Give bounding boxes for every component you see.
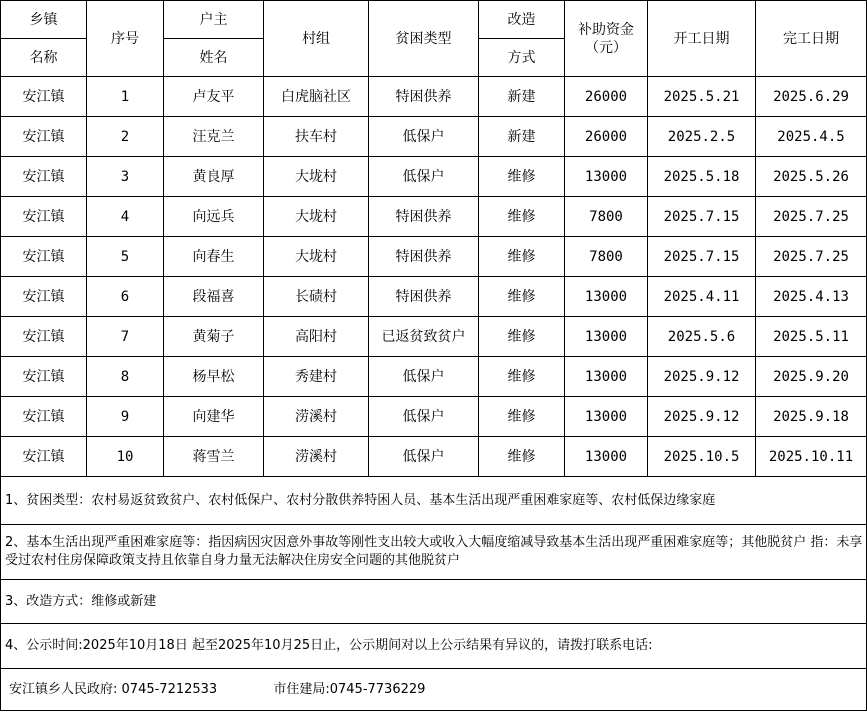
header-start-date: 开工日期	[648, 1, 756, 77]
note-renovation-method: 3、改造方式：维修或新建	[1, 580, 867, 624]
cell-method: 维修	[479, 397, 565, 437]
cell-seq: 9	[87, 397, 164, 437]
cell-town: 安江镇	[1, 197, 87, 237]
header-method-bottom: 方式	[479, 39, 565, 77]
table-row	[1, 437, 867, 477]
cell-method: 维修	[479, 357, 565, 397]
header-seq: 序号	[87, 1, 164, 77]
cell-method: 维修	[479, 237, 565, 277]
header-subsidy-line1: 补助资金	[578, 21, 634, 38]
cell-seq: 6	[87, 277, 164, 317]
cell-name: 向建华	[164, 397, 264, 437]
table-row	[1, 357, 867, 397]
cell-method: 维修	[479, 437, 565, 477]
table-body	[1, 1, 867, 711]
table-row	[1, 397, 867, 437]
header-owner-top: 户主	[164, 1, 264, 39]
contact-gov-phone: 0745-7212533	[121, 681, 218, 697]
cell-town: 安江镇	[1, 357, 87, 397]
header-method-top: 改造	[479, 1, 565, 39]
cell-type: 低保户	[369, 397, 479, 437]
cell-end: 2025.4.13	[756, 277, 867, 317]
cell-end: 2025.9.20	[756, 357, 867, 397]
table-row	[1, 77, 867, 117]
cell-type: 特困供养	[369, 237, 479, 277]
cell-name: 向春生	[164, 237, 264, 277]
cell-type: 低保户	[369, 437, 479, 477]
header-subsidy	[565, 1, 648, 77]
cell-start: 2025.5.21	[648, 77, 756, 117]
cell-end: 2025.10.11	[756, 437, 867, 477]
cell-type: 低保户	[369, 357, 479, 397]
cell-subsidy: 13000	[565, 437, 648, 477]
cell-subsidy: 13000	[565, 317, 648, 357]
cell-name: 段福喜	[164, 277, 264, 317]
note-row-2	[1, 525, 867, 580]
header-town-bottom: 名称	[1, 39, 87, 77]
note-row-4	[1, 624, 867, 669]
table-row	[1, 317, 867, 357]
contact-gov-label: 安江镇乡人民政府:	[9, 681, 118, 697]
contact-info	[1, 669, 867, 711]
table-row	[1, 117, 867, 157]
cell-seq: 7	[87, 317, 164, 357]
cell-town: 安江镇	[1, 317, 87, 357]
cell-subsidy: 26000	[565, 77, 648, 117]
cell-town: 安江镇	[1, 397, 87, 437]
cell-end: 2025.5.11	[756, 317, 867, 357]
cell-town: 安江镇	[1, 437, 87, 477]
cell-subsidy: 13000	[565, 277, 648, 317]
header-town-top: 乡镇	[1, 1, 87, 39]
cell-town: 安江镇	[1, 237, 87, 277]
cell-town: 安江镇	[1, 117, 87, 157]
cell-method: 维修	[479, 317, 565, 357]
cell-type: 特困供养	[369, 277, 479, 317]
cell-end: 2025.9.18	[756, 397, 867, 437]
cell-type: 低保户	[369, 117, 479, 157]
cell-start: 2025.10.5	[648, 437, 756, 477]
cell-method: 维修	[479, 277, 565, 317]
cell-type: 已返贫致贫户	[369, 317, 479, 357]
cell-subsidy: 13000	[565, 357, 648, 397]
table-row	[1, 197, 867, 237]
header-owner-bottom: 姓名	[164, 39, 264, 77]
cell-start: 2025.9.12	[648, 397, 756, 437]
cell-start: 2025.9.12	[648, 357, 756, 397]
cell-village: 大垅村	[264, 197, 369, 237]
cell-village: 扶车村	[264, 117, 369, 157]
contact-row	[1, 669, 867, 711]
header-end-date: 完工日期	[756, 1, 867, 77]
header-poverty-type: 贫困类型	[369, 1, 479, 77]
contact-bureau-phone: 0745-7736229	[329, 681, 426, 697]
cell-method: 维修	[479, 157, 565, 197]
cell-seq: 10	[87, 437, 164, 477]
cell-subsidy: 7800	[565, 237, 648, 277]
cell-name: 杨早松	[164, 357, 264, 397]
cell-start: 2025.2.5	[648, 117, 756, 157]
header-subsidy-line2: （元）	[585, 39, 627, 56]
cell-seq: 8	[87, 357, 164, 397]
cell-method: 新建	[479, 77, 565, 117]
cell-name: 黄良厚	[164, 157, 264, 197]
cell-town: 安江镇	[1, 157, 87, 197]
cell-village: 涝溪村	[264, 397, 369, 437]
cell-type: 特困供养	[369, 77, 479, 117]
cell-seq: 1	[87, 77, 164, 117]
cell-seq: 5	[87, 237, 164, 277]
cell-name: 卢友平	[164, 77, 264, 117]
cell-village: 大垅村	[264, 157, 369, 197]
cell-seq: 3	[87, 157, 164, 197]
cell-end: 2025.7.25	[756, 197, 867, 237]
cell-subsidy: 13000	[565, 397, 648, 437]
cell-village: 涝溪村	[264, 437, 369, 477]
contact-bureau-label: 市住建局:	[273, 681, 330, 697]
cell-subsidy: 26000	[565, 117, 648, 157]
cell-village: 大垅村	[264, 237, 369, 277]
cell-subsidy: 7800	[565, 197, 648, 237]
cell-village: 长碛村	[264, 277, 369, 317]
cell-start: 2025.7.15	[648, 197, 756, 237]
cell-method: 维修	[479, 197, 565, 237]
table-row	[1, 157, 867, 197]
cell-seq: 2	[87, 117, 164, 157]
note-poverty-types: 1、贫困类型：农村易返贫致贫户、农村低保户、农村分散供养特困人员、基本生活出现严重困难家庭等、农村低保边缘家庭	[1, 477, 867, 525]
cell-village: 白虎脑社区	[264, 77, 369, 117]
cell-village: 秀建村	[264, 357, 369, 397]
header-village: 村组	[264, 1, 369, 77]
cell-start: 2025.5.6	[648, 317, 756, 357]
note-row-3	[1, 580, 867, 624]
table-row	[1, 237, 867, 277]
note-hardship-definition: 2、基本生活出现严重困难家庭等：指因病因灾因意外事故等刚性支出较大或收入大幅度缩减导致基本生活出现严重困难家庭等；其他脱贫户 指：未享受过农村住房保障政策支持且依靠自身力量无法解决住房安全问题的其他脱贫户	[1, 525, 867, 580]
cell-name: 蒋雪兰	[164, 437, 264, 477]
cell-subsidy: 13000	[565, 157, 648, 197]
cell-end: 2025.7.25	[756, 237, 867, 277]
note-row-1	[1, 477, 867, 525]
cell-start: 2025.4.11	[648, 277, 756, 317]
cell-start: 2025.5.18	[648, 157, 756, 197]
header-row-top	[1, 1, 867, 39]
cell-end: 2025.4.5	[756, 117, 867, 157]
cell-end: 2025.6.29	[756, 77, 867, 117]
cell-seq: 4	[87, 197, 164, 237]
cell-name: 汪克兰	[164, 117, 264, 157]
cell-type: 特困供养	[369, 197, 479, 237]
cell-start: 2025.7.15	[648, 237, 756, 277]
table-row	[1, 277, 867, 317]
note-publicity-period: 4、公示时间:2025年10月18日 起至2025年10月25日止，公示期间对以上公示结果有异议的，请拨打联系电话:	[1, 624, 867, 669]
cell-end: 2025.5.26	[756, 157, 867, 197]
cell-name: 向远兵	[164, 197, 264, 237]
cell-name: 黄菊子	[164, 317, 264, 357]
cell-town: 安江镇	[1, 77, 87, 117]
cell-method: 新建	[479, 117, 565, 157]
cell-town: 安江镇	[1, 277, 87, 317]
cell-village: 高阳村	[264, 317, 369, 357]
cell-type: 低保户	[369, 157, 479, 197]
